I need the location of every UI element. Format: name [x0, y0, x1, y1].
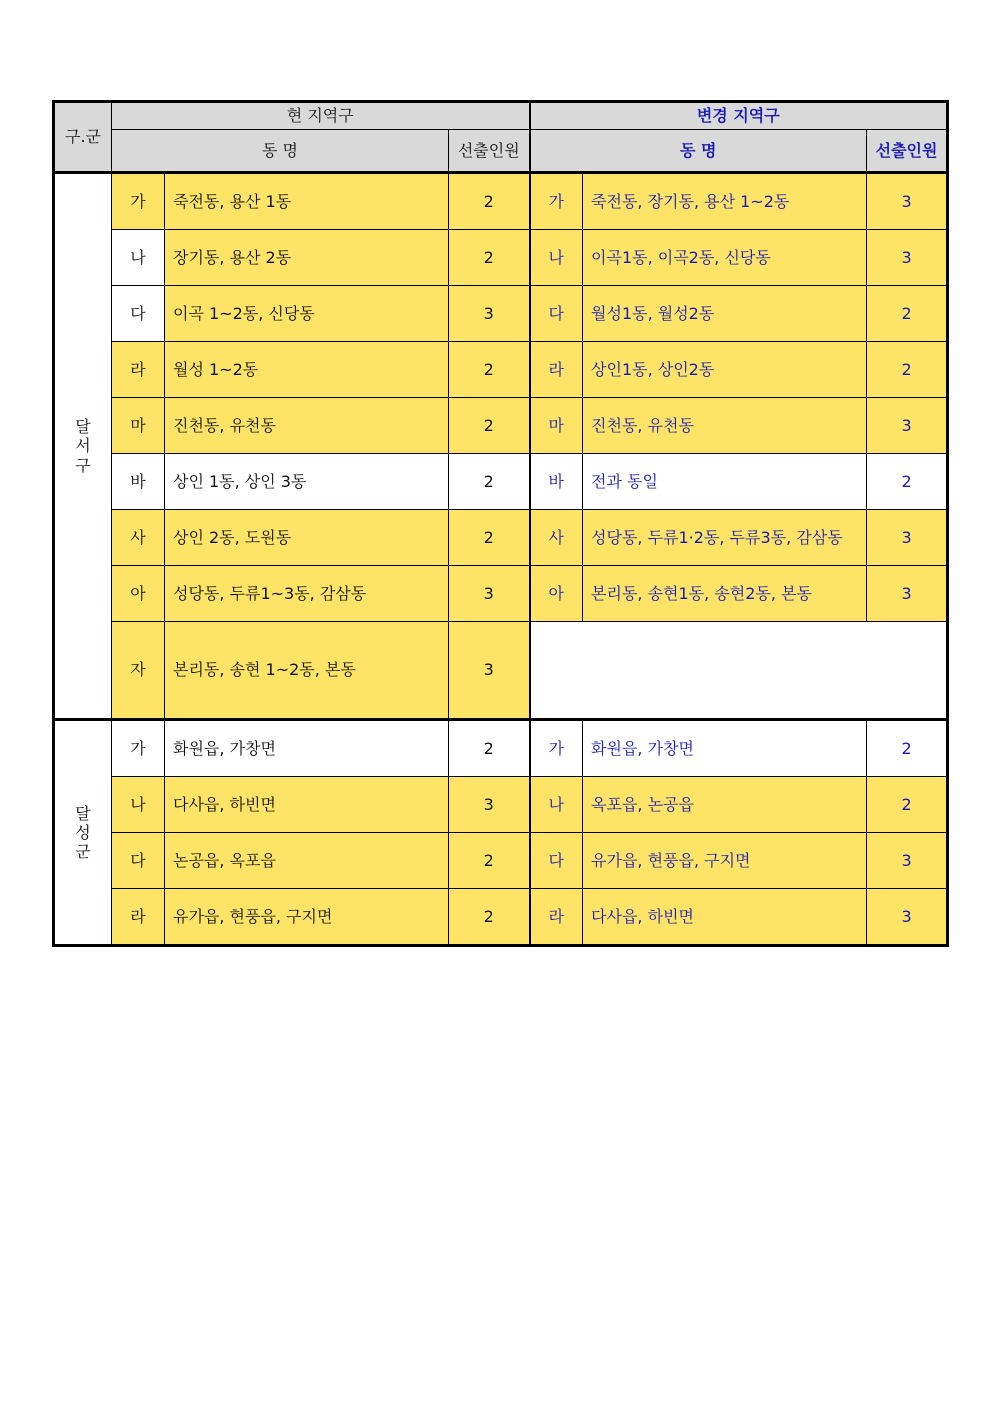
new-count: 2	[867, 777, 948, 833]
new-count: 3	[867, 566, 948, 622]
current-label: 다	[112, 286, 165, 342]
current-label: 가	[112, 173, 165, 230]
current-count: 2	[449, 454, 530, 510]
new-names: 다사읍, 하빈면	[583, 889, 867, 946]
table-row	[54, 510, 948, 566]
new-dong-header: 동 명	[530, 130, 867, 173]
current-count: 3	[449, 286, 530, 342]
table-row	[54, 777, 948, 833]
table-row	[54, 889, 948, 946]
new-count: 3	[867, 398, 948, 454]
empty-cell	[530, 622, 948, 720]
current-names: 상인 1동, 상인 3동	[165, 454, 449, 510]
new-count: 2	[867, 342, 948, 398]
current-label: 다	[112, 833, 165, 889]
current-names: 진천동, 유천동	[165, 398, 449, 454]
current-label: 라	[112, 342, 165, 398]
new-names: 월성1동, 월성2동	[583, 286, 867, 342]
current-names: 월성 1~2동	[165, 342, 449, 398]
new-count-header: 선출인원	[867, 130, 948, 173]
gugun-header: 구.군	[54, 102, 112, 173]
header-row-1	[54, 102, 948, 130]
current-count: 3	[449, 622, 530, 720]
current-label: 사	[112, 510, 165, 566]
current-names: 본리동, 송현 1~2동, 본동	[165, 622, 449, 720]
new-label: 사	[530, 510, 583, 566]
new-names: 옥포읍, 논공읍	[583, 777, 867, 833]
current-label: 자	[112, 622, 165, 720]
new-label: 가	[530, 173, 583, 230]
new-names: 화원읍, 가창면	[583, 720, 867, 777]
current-count-header: 선출인원	[449, 130, 530, 173]
current-count: 2	[449, 889, 530, 946]
new-names: 성당동, 두류1·2동, 두류3동, 감삼동	[583, 510, 867, 566]
table-row	[54, 566, 948, 622]
current-label: 아	[112, 566, 165, 622]
new-count: 3	[867, 173, 948, 230]
current-names: 화원읍, 가창면	[165, 720, 449, 777]
current-label: 가	[112, 720, 165, 777]
current-count: 2	[449, 510, 530, 566]
new-label: 마	[530, 398, 583, 454]
current-names: 이곡 1~2동, 신당동	[165, 286, 449, 342]
current-names: 상인 2동, 도원동	[165, 510, 449, 566]
new-count: 3	[867, 510, 948, 566]
district-table	[52, 100, 949, 947]
table-row	[54, 454, 948, 510]
new-label: 바	[530, 454, 583, 510]
table-row	[54, 173, 948, 230]
current-district-header: 현 지역구	[112, 102, 530, 130]
current-names: 성당동, 두류1~3동, 감삼동	[165, 566, 449, 622]
new-count: 3	[867, 833, 948, 889]
new-names: 유가읍, 현풍읍, 구지면	[583, 833, 867, 889]
header-row-2	[54, 130, 948, 173]
current-count: 2	[449, 173, 530, 230]
table-row	[54, 833, 948, 889]
current-names: 장기동, 용산 2동	[165, 230, 449, 286]
new-count: 3	[867, 230, 948, 286]
new-label: 나	[530, 777, 583, 833]
new-count: 2	[867, 720, 948, 777]
current-count: 2	[449, 230, 530, 286]
current-label: 라	[112, 889, 165, 946]
new-label: 라	[530, 342, 583, 398]
current-count: 3	[449, 566, 530, 622]
new-names: 죽전동, 장기동, 용산 1~2동	[583, 173, 867, 230]
table-row	[54, 720, 948, 777]
new-names: 상인1동, 상인2동	[583, 342, 867, 398]
table-row	[54, 398, 948, 454]
new-count: 2	[867, 454, 948, 510]
current-names: 논공읍, 옥포읍	[165, 833, 449, 889]
new-names: 본리동, 송현1동, 송현2동, 본동	[583, 566, 867, 622]
section-name: 달서구	[54, 173, 112, 720]
new-names: 전과 동일	[583, 454, 867, 510]
current-label: 마	[112, 398, 165, 454]
current-dong-header: 동 명	[112, 130, 449, 173]
new-label: 라	[530, 889, 583, 946]
new-label: 다	[530, 286, 583, 342]
current-names: 다사읍, 하빈면	[165, 777, 449, 833]
current-count: 3	[449, 777, 530, 833]
table-row	[54, 342, 948, 398]
current-count: 2	[449, 398, 530, 454]
current-label: 나	[112, 777, 165, 833]
new-names: 이곡1동, 이곡2동, 신당동	[583, 230, 867, 286]
current-count: 2	[449, 342, 530, 398]
current-label: 나	[112, 230, 165, 286]
new-label: 나	[530, 230, 583, 286]
current-label: 바	[112, 454, 165, 510]
new-district-header: 변경 지역구	[530, 102, 948, 130]
new-names: 진천동, 유천동	[583, 398, 867, 454]
current-names: 유가읍, 현풍읍, 구지면	[165, 889, 449, 946]
section-name: 달성군	[54, 720, 112, 946]
new-label: 다	[530, 833, 583, 889]
new-count: 2	[867, 286, 948, 342]
new-label: 가	[530, 720, 583, 777]
table-row	[54, 286, 948, 342]
new-label: 아	[530, 566, 583, 622]
current-count: 2	[449, 833, 530, 889]
table-row	[54, 230, 948, 286]
table-row	[54, 622, 948, 720]
current-count: 2	[449, 720, 530, 777]
current-names: 죽전동, 용산 1동	[165, 173, 449, 230]
new-count: 3	[867, 889, 948, 946]
